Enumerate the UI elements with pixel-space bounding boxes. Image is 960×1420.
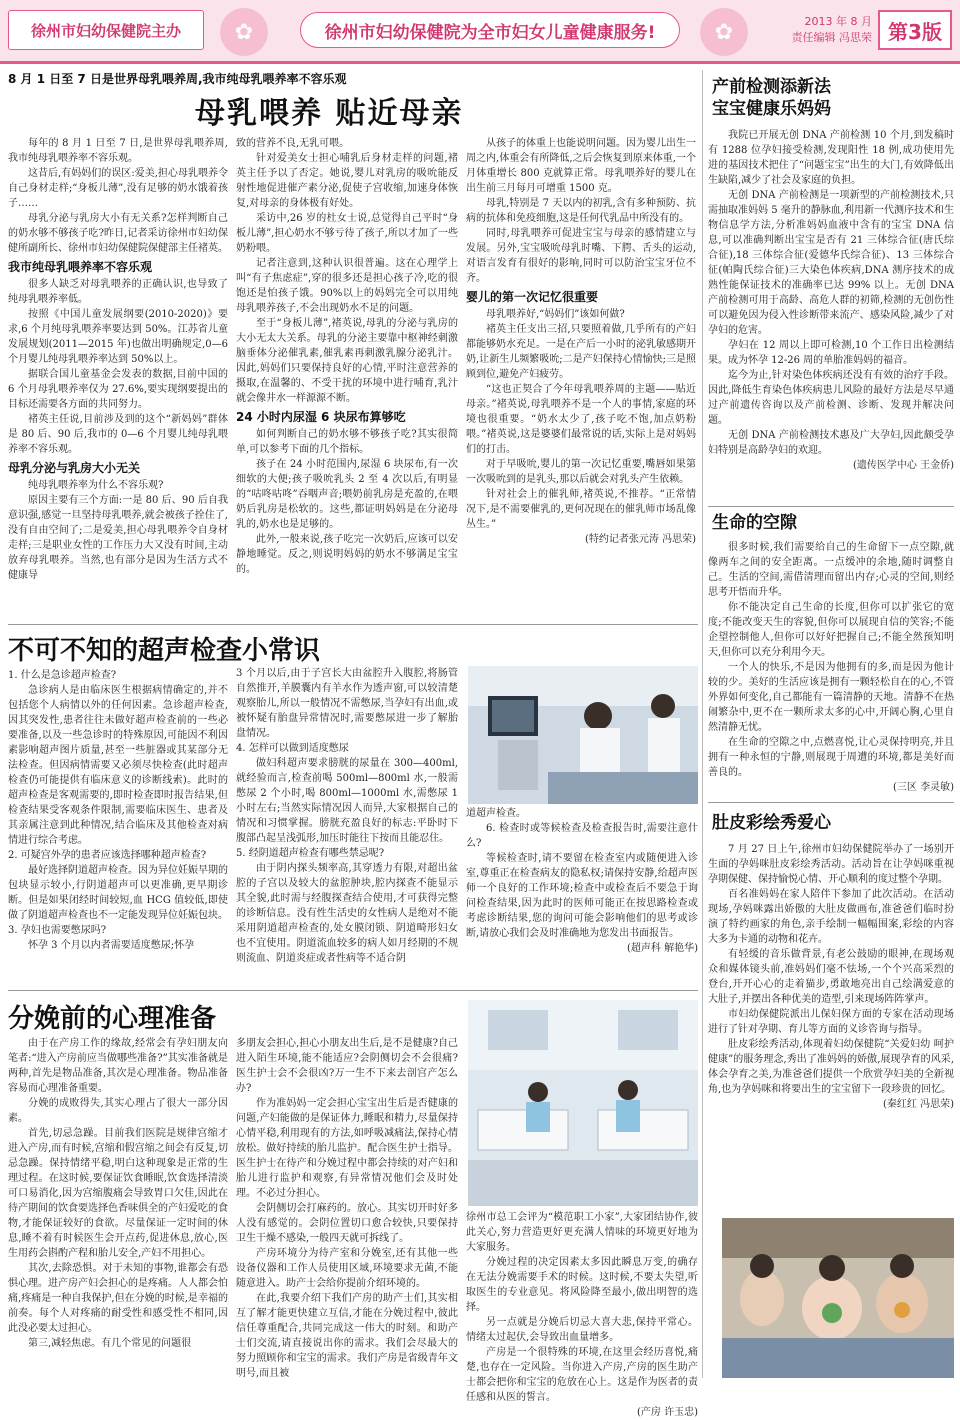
divider [708, 506, 954, 507]
paragraph: 母乳分泌与乳房大小有无关系?怎样判断自己的奶水够不够孩子吃?昨日,记者采访徐州市妇幼保健所副所长、徐州市妇幼保健院保健部主任褚英。 [8, 213, 228, 254]
paragraph: 针对爱美女士担心哺乳后身材走样的问题,褚英主任予以了否定。她说,婴儿对乳房的吸吮能反射性地促进催产素分泌,促使子宫收缩,加速身体恢复,对母亲的身体极有好处。 [236, 153, 458, 209]
paragraph: 5. 经阴道超声检查有哪些禁忌呢? [236, 848, 385, 859]
paragraph: 褚英主任说,目前涉及到的这个“新妈妈”群体是 80 后、90 后,我市的 0—6 个月婴儿纯母乳喂养率不容乐观。 [8, 414, 228, 455]
paragraph: 同时,母乳喂养可促进宝宝与母亲的感情建立与发展。另外,宝宝吸吮母乳时嘴、下腭、舌头的运动,对语言发育有很好的影响,同时可以防治宝宝牙位不齐。 [466, 228, 696, 284]
paragraph: 最好选择阴道超声检查。因为异位妊娠早期的包块显示较小,行阴道超声可以更准确,更早期诊断。但是如果闭经时间较短,血 HCG 值较低,即使做了阴道超声检查也不一定能发现异位妊娠包块。 [8, 865, 228, 921]
paragraph: 孕妇在 12 周以上即可检测,10 个工作日出检测结果。成为怀孕 12-26 周的单胎准妈妈的福音。 [708, 340, 954, 366]
sponsor-label: 徐州市妇幼保健院主办 [8, 10, 204, 50]
mother-baby-icon: ✿ [700, 8, 748, 56]
paragraph: 很多时候,我们需要给自己的生命留下一点空隙,就像两车之间的安全距离。一点缓冲的余地,随时调整自己。生活的空间,需借清理而留出内存;心灵的空间,则经思考开悟而升华。 [708, 542, 954, 598]
paragraph: 每年的 8 月 1 日至 7 日,是世界母乳喂养周,我市纯母乳喂养率不容乐观。 [8, 138, 228, 164]
paragraph: 针对社会上的催乳师,褚英说,不推荐。“正常情况下,是不需要催乳的,更何况现在的催乳师市场乱像丛生。” [466, 489, 696, 530]
divider [708, 802, 954, 803]
paragraph: 母乳,特别是 7 天以内的初乳,含有多种预防、抗病的抗体和免疫细胞,这是任何代乳品中所没有的。 [466, 198, 696, 224]
paragraph: 在生命的空隙之中,点燃喜悦,让心灵保持明亮,并且拥有一种永恒的宁静,则展现于周遭的环境,都是美好而善良的。 [708, 737, 954, 778]
breastfeeding-col-2 [236, 136, 458, 620]
section-subhead: 24 小时内尿湿 6 块尿布算够吃 [236, 410, 406, 424]
paragraph: 怀孕 3 个月以内者需要适度憋尿;怀孕 [28, 940, 195, 951]
paragraph: 肚皮彩绘秀活动,体现着妇幼保健院“关爱妇幼 呵护健康”的服务理念,秀出了准妈妈的娇傲,展现孕育的风采,体会孕育之美,为准爸爸们提供一个欣赏孕妇美的全新视角,也为孕妈咪和将要出生的宝宝留下一段珍贵的回忆。 [708, 1039, 954, 1095]
paragraph: 孩子在 24 小时范围内,尿湿 6 块尿布,有一次细软的大便;孩子吸吮乳头 2 至 4 次以后,有明显的“咕咚咕咚”吞咽声音;喂奶前乳房是充盈的,在喂奶后乳房是松软的。这些,都证明妈妈是在分泌母乳的,奶水也是足够的。 [236, 459, 458, 530]
paragraph: 产房环境分为待产室和分娩室,还有其他一些设备仪器和工作人员使用区域,环境要求无菌,不能随意进入。助产士会给你提前介绍环境的。 [236, 1248, 458, 1289]
delivery-room-photo [468, 1000, 698, 1206]
paragraph: 原因主要有三个方面:一是 80 后、90 后自我意识强,感觉一旦坚持母乳喂养,就会被孩子拴住了,没有自由空间了;二是爱美,担心母乳喂养令自身材走样;三是职业女性的工作压力大又没有时间,主动放弃母乳喂养。当然,也有部分是因为生活方式不健康导 [8, 495, 228, 581]
byline: (秦红红 冯思荣) [883, 1099, 954, 1110]
dna-body [708, 128, 954, 500]
paragraph: 无创 DNA 产前检测技术惠及广大孕妇,因此颇受孕妇特别是高龄孕妇的欢迎。 [708, 430, 954, 456]
paragraph: 等候检查时,请不要留在检查室内或随便进入诊室,尊重正在检查病友的隐私权;请保持安静,给超声医师一个良好的工作环境;检查中或检查后不要急于询问检查结果,因为此时的医师可能正在按思路检查或考虑诊断结果,您的询问可能会影响他们的思考或诊断,请放心我们会及时准确地为您发出书面报告。 [466, 853, 698, 939]
belly-headline: 肚皮彩绘秀爱心 [712, 813, 831, 833]
paragraph: 3 个月以后,由于子宫长大由盆腔升入腹腔,将肠管自然推开,羊膜囊内有羊水作为透声窗,可以较清楚观察胎儿,所以一般情况不需憋尿,当孕妇有出血,或被怀疑有胎盘异常情况时,需要憋尿进一步了解胎盘情况。 [236, 668, 458, 739]
editor-credit: 责任编辑 冯思荣 [791, 31, 872, 44]
paragraph: 你不能决定自己生命的长度,但你可以扩张它的宽度;不能改变天生的容貌,但你可以展现自信的笑容;不能企望控制他人,但你可以好好把握自己;不能全然预知明天,但你可以充分利用今天。 [708, 602, 954, 658]
divider [8, 990, 698, 991]
paragraph: 母乳喂养好,“妈妈们”该如何做? [486, 309, 625, 320]
paragraph: 7 月 27 日上午,徐州市妇幼保健院举办了一场别开生面的孕妈咪肚皮彩绘秀活动。活动旨在让孕妈咪重视孕期保健、保持愉悦心情、开心顺利的度过整个孕期。 [708, 844, 954, 885]
paragraph: 分娩过程的决定因素太多因此瞬息万变,的确存在无法分娩需要手术的时候。这时候,不要太失望,听取医生的专业意见。将风险降至最小,做出明智的选择。 [466, 1257, 698, 1313]
byline: (特约记者张元涛 冯思荣) [585, 534, 696, 545]
paragraph: 无创 DNA 产前检测是一项新型的产前检测技术,只需抽取准妈妈 5 毫升的静脉血,利用新一代测序技术和生物信息学方法,分析准妈妈血液中含有的宝宝 DNA 信息,可以准确判断出宝宝是否有 21 三体综合征(唐氏综合征),18 三体综合征(爱德华氏综合征)、13 三体综合征(帕陶氏综合征)三大染色体疾病,DNA 测序技术的成熟性能保证技术的准确率已达 99% 以上。无创 DNA 产前检测可用于高龄、高危人群的初筛,检测的无创伤性可以避免因为侵入性诊断带来流产、感染风险,减少了对孕妇的危害。 [708, 190, 954, 336]
dna-headline: 产前检测添新法 宝宝健康乐妈妈 [712, 77, 831, 119]
paragraph: 至于“身板儿薄”,褚英说,母乳的分泌与乳房的大小无太大关系。母乳的分泌主要靠中枢神经刺激脑垂体分泌催乳素,催乳素再刺激乳腺分泌乳汁。因此,妈妈们只要保持良好的心情,平时注意营养的摄取,在温馨的、不受干扰的环境中进行哺育,乳汁就会像井水一样源源不断。 [236, 318, 458, 404]
paragraph: “这也正契合了今年母乳喂养周的主题——贴近母亲。”褚英说,母乳喂养不是一个人的事情,家庭的环境也很重要。“奶水太少了,孩子吃不饱,加点奶粉喂。”褚英说,这是婆婆们最常说的话,实际上是对妈妈们的打击。 [466, 384, 696, 455]
paragraph: 做妇科超声要求膀胱的尿量在 300—400ml,就经验而言,检查前喝 500ml—800ml 水,一般需憋尿 2 个小时,喝 800ml—1000ml 水,需憋尿 1 小时左右;当然实际情况因人而异,大家根据自己的情况和习惯掌握。膀胱充盈良好的标志:平卧时下腹部凸起呈浅弧形,加压时能往下按而且能忍住。 [236, 758, 458, 844]
paragraph: 对于早吸吮,婴儿的第一次记忆重要,嘴唇如果第一次吸吮到的是乳头,那以后就会对乳头产生依赖。 [466, 459, 696, 485]
psych-col-2 [236, 1036, 458, 1378]
paragraph: 第三,减轻焦虑。有几个常见的问题很 [28, 1338, 192, 1349]
breastfeeding-kicker: 8 月 1 日至 7 日是世界母乳喂养周,我市纯母乳喂养率不容乐观 [8, 72, 347, 86]
paragraph: 褚英主任支出三招,只要照着做,几乎所有的产妇都能够奶水充足。一是在产后一小时的泌乳敏感期开奶,让新生儿频繁吸吮;二是产妇保持心情愉快;三是照顾到位,避免产妇疲劳。 [466, 324, 696, 380]
paragraph: 2. 可疑宫外孕的患者应该选择哪种超声检查? [8, 850, 207, 861]
paragraph: 如何判断自己的奶水够不够孩子吃?其实很简单,可以参考下面的几个指标。 [236, 429, 458, 455]
breastfeeding-col-3 [466, 136, 696, 620]
paragraph: 4. 怎样可以做到适度憋尿 [236, 743, 349, 754]
page-number: 第3版 [878, 10, 952, 50]
paragraph: 据联合国儿童基金会发表的数据,目前中国的 6 个月母乳喂养率仅为 27.6%,要实现纲要提出的目标还需要各方面的共同努力。 [8, 369, 228, 410]
paragraph: 作为准妈妈一定会担心宝宝出生后是否健康的问题,产妇能做的是保证体力,睡眠和精力,尽量保持心情平稳,利用现有的方法,如呼吸减痛法,保持心情放松。做好持续的胎儿监护。配合医生护士指导。医生护士在待产和分娩过程中都会持续的对产妇和胎儿进行监护和观察,有异常情况他们会及时处理。不必过分担心。 [236, 1098, 458, 1199]
paragraph: 徐州市总工会评为“模范职工小家”,大家团结协作,彼此关心,努力营造更好更充满人情味的环境更好地为大家服务。 [466, 1212, 698, 1253]
masthead-slogan: 徐州市妇幼保健院为全市妇女儿童健康服务! [300, 12, 680, 48]
paragraph: 此外,一般来说,孩子吃完一次奶后,应该可以安静地睡觉。反之,则说明妈妈的奶水不够满足宝宝的。 [236, 534, 458, 575]
space-body [708, 540, 954, 796]
paragraph: 产房是一个很特殊的环境,在这里会经历喜悦,痛楚,也存在一定风险。当你进入产房,产房的医生助产士都会把你和宝宝的危放在心上。这是作为医者的责任感和从医的誓言。 [466, 1347, 698, 1403]
paragraph: 6. 检查时或等候检查及检查报告时,需要注意什么? [466, 823, 698, 849]
belly-body [708, 842, 954, 1204]
paragraph: 市妇幼保健院派出儿保妇保方面的专家在活动现场进行了针对孕期、育儿等方面的义诊咨询与指导。 [708, 1009, 954, 1035]
breastfeeding-headline: 母乳喂养 贴近母亲 [195, 96, 464, 131]
paragraph: 纯母乳喂养率为什么不容乐观? [28, 480, 164, 491]
psych-headline: 分娩前的心理准备 [8, 1004, 217, 1034]
byline: (产房 许玉忠) [637, 1407, 698, 1418]
issue-date-editor [780, 14, 872, 46]
ultrasound-col-2 [236, 666, 458, 986]
paragraph: 其次,去除恐惧。对于未知的事物,谁都会有恐惧心理。进产房产妇会担心的是疼痛。人人都会怕痛,疼痛是一种自我保护,但在分娩的时候,是幸福的前奏。每个人对疼痛的耐受性和感受性不相同,因此没必要太过担心。 [8, 1263, 228, 1334]
masthead [0, 0, 960, 64]
paragraph: 采访中,26 岁的杜女士说,总觉得自己平时“身板儿薄”,担心奶水不够亏待了孩子,所以才加了一些奶粉喂。 [236, 213, 458, 254]
paragraph: 由于在产房工作的缘故,经常会有孕妇朋友向笔者:“进入产房前应当做哪些准备?”其实准备就是两种,首先是物品准备,其次是心理准备。物品准备容易而心理准备重要。 [8, 1038, 228, 1094]
paragraph: 从孩子的体重上也能说明问题。因为婴儿出生一周之内,体重会有所降低,之后会恢复到原来体重,一个月体重增长 800 克就算正常。母乳喂养好的婴儿在出生前三月每月可增重 1500 克。 [466, 138, 696, 194]
psych-col-1 [8, 1036, 228, 1378]
paragraph: 急诊病人是由临床医生根据病情确定的,并不包括您个人病情以外的任何因素。急诊超声检查,因其突发性,患者往往未做好超声检查前的一些必要准备,以及一些急诊时的特殊原因,可能因不利因素影响超声图片质量,甚至一些脏器或其某部分无法检查。但因病情需要又必须尽快检查(此时超声检查仍可能提供有临床意义的诊断线索)。此时的超声检查是客观需要的,即时检查即时报告结果,但检查结果受客观条件限制,需要临床医生、患者及其亲属注意到此种情况,结合临床及其他检查对病情进行综合考虑。 [8, 685, 228, 846]
mother-baby-icon: ✿ [220, 8, 268, 56]
paragraph: 分娩的成败得失,其实心理占了很大一部分因素。 [8, 1098, 228, 1124]
byline: (超声科 解艳华) [627, 943, 698, 954]
ultrasound-col-1 [8, 668, 228, 986]
section-subhead: 母乳分泌与乳房大小无关 [8, 461, 141, 475]
paragraph: 我院已开展无创 DNA 产前检测 10 个月,到发稿时有 1288 位孕妇接受检测,发现阳性 18 例,成功使用先进的基因技术把住了“问题宝宝”出生的大门,有效降低出生缺陷,减少了社会及家庭的负担。 [708, 130, 954, 186]
paragraph: 3. 孕妇也需要憋尿吗? [8, 925, 107, 936]
belly-painting-photo [722, 1218, 954, 1378]
paragraph: 另一点就是分娩后切忌大喜大悲,保持平常心。情绪太过起伏,会导致出血量增多。 [466, 1317, 698, 1343]
paragraph: 道超声检查。 [466, 808, 526, 819]
paragraph: 多朋友会担心,担心小朋友出生后,是不是健康?自己进入陌生环境,能不能适应?会阴侧切会不会很痛?医生护士会不会很凶?万一生不下来去剖宫产怎么办? [236, 1038, 458, 1094]
ultrasound-headline: 不可不知的超声检查小常识 [8, 636, 321, 666]
paragraph: 由于阴内探头频率高,其穿透力有限,对超出盆腔的子宫以及较大的盆腔肿块,腔内探查不能显示其全貌,此时需与经腹探查结合使用,才可获得完整的诊断信息。没有性生活史的女性病人是绝对不能采用阴道超声检查的,处女膜闭锁、阴道畸形妇女也不宜使用。阴道流血较多的病人如月经期的不规则流血、阴道炎症或者性病等不适合阴 [236, 863, 458, 964]
paragraph: 记者注意到,这种认识很普遍。这在心理学上叫“有子焦虑症”,穿的很多还是担心孩子冷,吃的很饱还是怕孩子饿。90%以上的妈妈完全可以用纯母乳喂养孩子,不会出现奶水不足的问题。 [236, 258, 458, 314]
paragraph: 有轻缓的音乐做背景,有老公鼓励的眼神,在现场观众和媒体镜头前,准妈妈们毫不怯场,一个个兴高采烈的登台,开开心心的走着猫步,勇敢地亮出自己绘满爱意的大肚子,并摆出各种优美的造型,引来现场阵阵掌声。 [708, 949, 954, 1005]
ultrasound-exam-photo [468, 666, 698, 804]
paragraph: 这昔后,有妈妈们的误区:爱美,担心母乳喂养令自己身材走样;“身板儿薄”,没有足够的奶水饿着孩子…… [8, 168, 228, 209]
paragraph: 会阴侧切会打麻药的。放心。其实切开时好多人没有感觉的。会阴位置切口愈合较快,只要保持卫生干燥不感染,一般四天就可拆线了。 [236, 1203, 458, 1244]
byline: (三区 李灵敏) [893, 782, 954, 793]
paragraph: 致的营养不良,无乳可喂。 [236, 138, 350, 149]
paragraph: 百名准妈妈在家人陪伴下参加了此次活动。在活动现场,孕妈咪露出娇傲的大肚皮做画布,准爸爸们临时扮演了特约画家的角色,亲手绘制一幅幅围案,彩绘的内容大多为卡通的动物和花卉。 [708, 889, 954, 945]
section-subhead: 婴儿的第一次记忆很重要 [466, 290, 599, 304]
psych-col-3 [466, 1210, 698, 1418]
space-headline: 生命的空隙 [712, 513, 797, 533]
section-subhead: 我市纯母乳喂养率不容乐观 [8, 260, 153, 274]
byline: (遗传医学中心 王金侨) [853, 460, 954, 471]
ultrasound-col-3 [466, 806, 698, 986]
paragraph: 首先,切忌急躁。目前我们医院是规律宫缩才进入产房,而有时候,宫缩和假宫缩之间会有反复,切忌急躁。保持情绪平稳,明白这种现象是正常的生理过程。在这时候,要保证饮食睡眠,饮食选择清淡可口易消化,因为宫缩腹痛会导致胃口欠佳,因此在待产期间的饮食要选择色香味俱全的产妇爱吃的食物,才能保证较好的食欲。尽量保证一定时间的休息,睡不着有时候医生会开点药,促进休息,放心,医生用药会斟酌产程和胎儿安全,产妇不用担心。 [8, 1128, 228, 1259]
paragraph: 1. 什么是急诊超声检查? [8, 670, 117, 681]
paragraph: 很多人缺乏对母乳喂养的正确认识,也导致了纯母乳喂养率低。 [8, 279, 228, 305]
paragraph: 在此,我要介绍下我们产房的助产士们,其实相互了解才能更快建立互信,才能在分娩过程中,彼此信任尊重配合,共同完成这一伟大的时刻。和助产士们交流,请直接说出你的需求。我们会尽最大的努力照顾你和宝宝的需求。我们产房是省级青年文明号,而且被 [236, 1293, 458, 1379]
column-divider [702, 70, 703, 1378]
breastfeeding-col-1 [8, 136, 228, 620]
paragraph: 迄今为止,针对染色体疾病还没有有效的治疗手段。因此,降低生育染色体疾病患儿风险的最好方法是尽早通过产前遗传咨询以及产前检测、诊断、发现并解决问题。 [708, 370, 954, 426]
paragraph: 按照《中国儿童发展纲要(2010-2020)》要求,6 个月纯母乳喂养率要达到 50%。江苏省儿童发展规划(2011—2015 年)也做出明确规定,0—6 个月婴儿纯母乳喂养率达到 50%以上。 [8, 309, 228, 365]
issue-date: 2013 年 8 月 [804, 15, 872, 28]
divider [8, 624, 698, 625]
paragraph: 一个人的快乐,不是因为他拥有的多,而是因为他计较的少。美好的生活应该是拥有一颗轻松自在的心,不管外界如何变化,自己都能有一篇清静的天地。清静不在热闹繁杂中,更不在一颗所求太多的心中,开阔心胸,心里自然清静无忧。 [708, 662, 954, 733]
